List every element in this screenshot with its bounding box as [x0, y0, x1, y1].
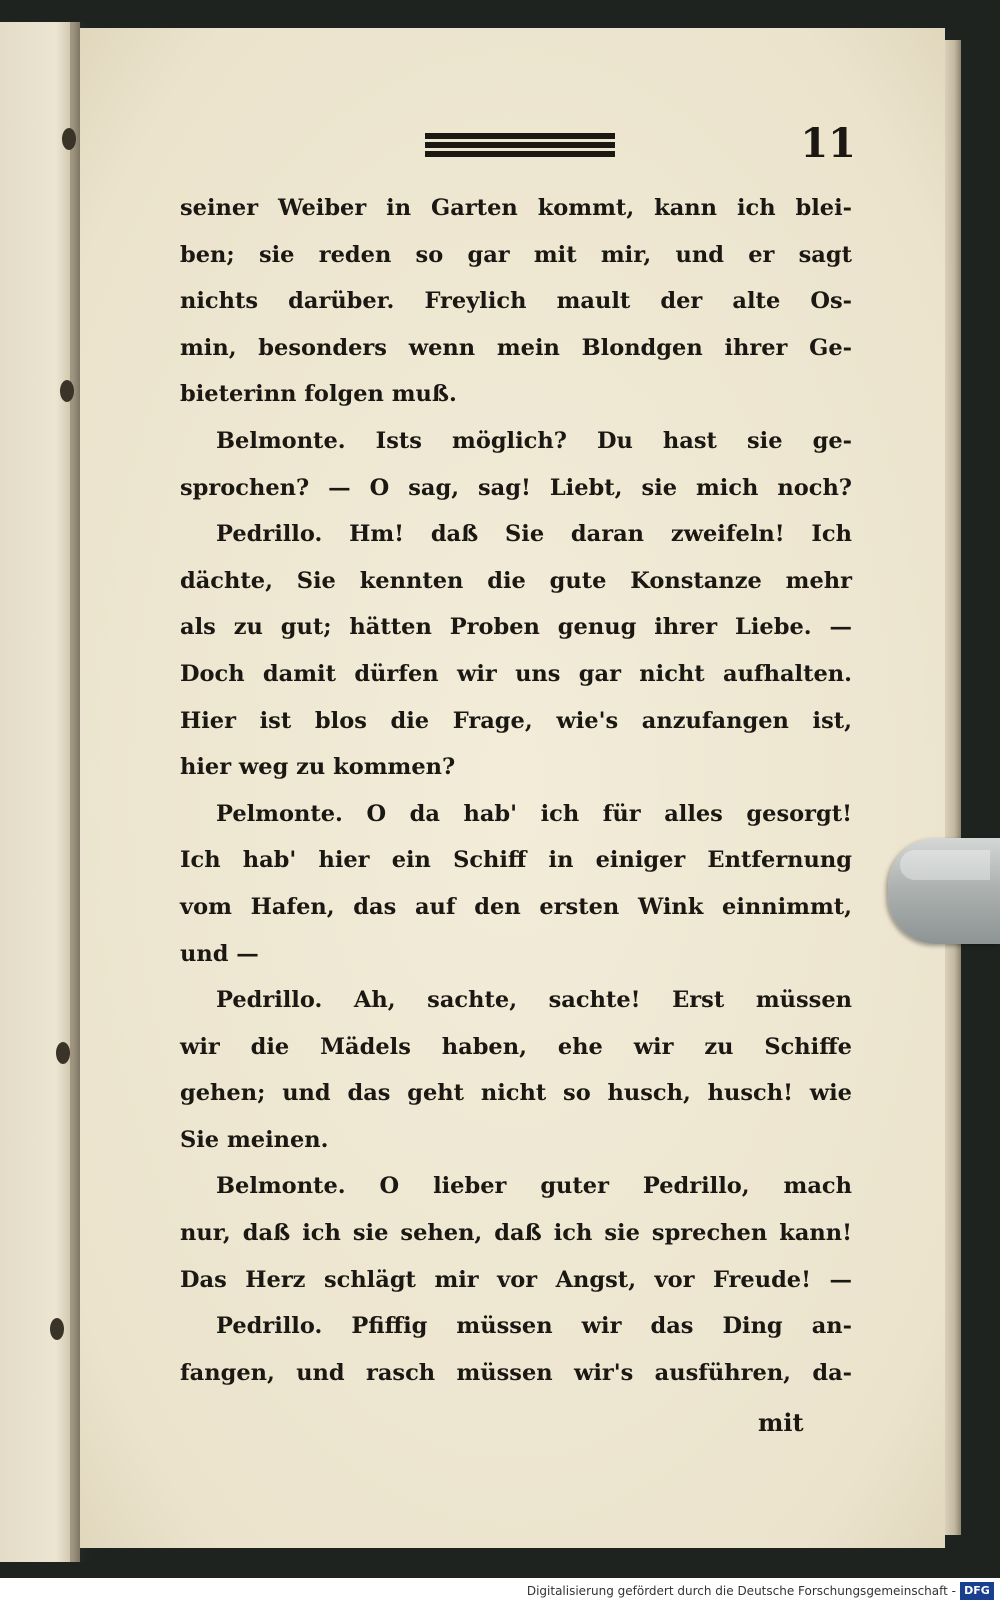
text-line: Doch damit dürfen wir uns gar nicht aufhalten. [180, 660, 852, 687]
text-line: gehen; und das geht nicht so husch, husch! wie [180, 1080, 852, 1107]
text-line: Ich hab' hier ein Schiff in einiger Entfernung [180, 847, 852, 874]
header-ornament [425, 133, 615, 157]
text-line: hier weg zu kommen? [180, 754, 456, 781]
text-line: Belmonte. Ists möglich? Du hast sie ge- [216, 427, 852, 454]
body-text [180, 185, 852, 1396]
text-line: min, besonders wenn mein Blondgen ihrer Ge- [180, 334, 852, 361]
text-line: wir die Mädels haben, ehe wir zu Schiffe [180, 1033, 852, 1060]
page-number: 11 [800, 120, 856, 167]
text-line: Das Herz schlägt mir vor Angst, vor Freude! — [180, 1266, 852, 1293]
text-line: Pedrillo. Ah, sachte, sachte! Erst müssen [216, 987, 852, 1014]
text-line: ben; sie reden so gar mit mir, und er sagt [180, 241, 852, 268]
text-line: Pelmonte. O da hab' ich für alles gesorgt! [216, 800, 852, 827]
page-edge [945, 40, 961, 1535]
dfg-logo[interactable]: DFG [960, 1582, 994, 1600]
footer-credit: Digitalisierung gefördert durch die Deutsche Forschungsgemeinschaft - [526, 1584, 956, 1598]
text-line: fangen, und rasch müssen wir's ausführen, da- [180, 1359, 852, 1386]
text-line: dächte, Sie kennten die gute Konstanze mehr [180, 567, 852, 594]
text-line: Pedrillo. Hm! daß Sie daran zweifeln! Ich [216, 521, 852, 548]
text-line: als zu gut; hätten Proben genug ihrer Liebe. — [180, 614, 852, 641]
text-line: Sie meinen. [180, 1126, 329, 1153]
text-line: nur, daß ich sie sehen, daß ich sie sprechen kann! [180, 1220, 852, 1247]
text-line: sprochen? — O sag, sag! Liebt, sie mich noch? [180, 474, 852, 501]
text-line: und — [180, 940, 259, 967]
text-line: vom Hafen, das auf den ersten Wink einnimmt, [180, 893, 852, 920]
binding-stitch [56, 1042, 70, 1064]
text-line: Pedrillo. Pfiffig müssen wir das Ding an- [216, 1313, 852, 1340]
page-clip-highlight [900, 850, 990, 880]
text-line: Hier ist blos die Frage, wie's anzufangen ist, [180, 707, 852, 734]
binding-stitch [60, 380, 74, 402]
text-line: bieterinn folgen muß. [180, 381, 457, 408]
text-line: seiner Weiber in Garten kommt, kann ich blei- [180, 195, 852, 221]
left-page [0, 22, 80, 1562]
binding-stitch [50, 1318, 64, 1340]
binding-stitch [62, 128, 76, 150]
text-line: nichts darüber. Freylich mault der alte Os- [180, 288, 852, 315]
catchword: mit [758, 1408, 804, 1437]
text-line: Belmonte. O lieber guter Pedrillo, mach [216, 1173, 852, 1200]
